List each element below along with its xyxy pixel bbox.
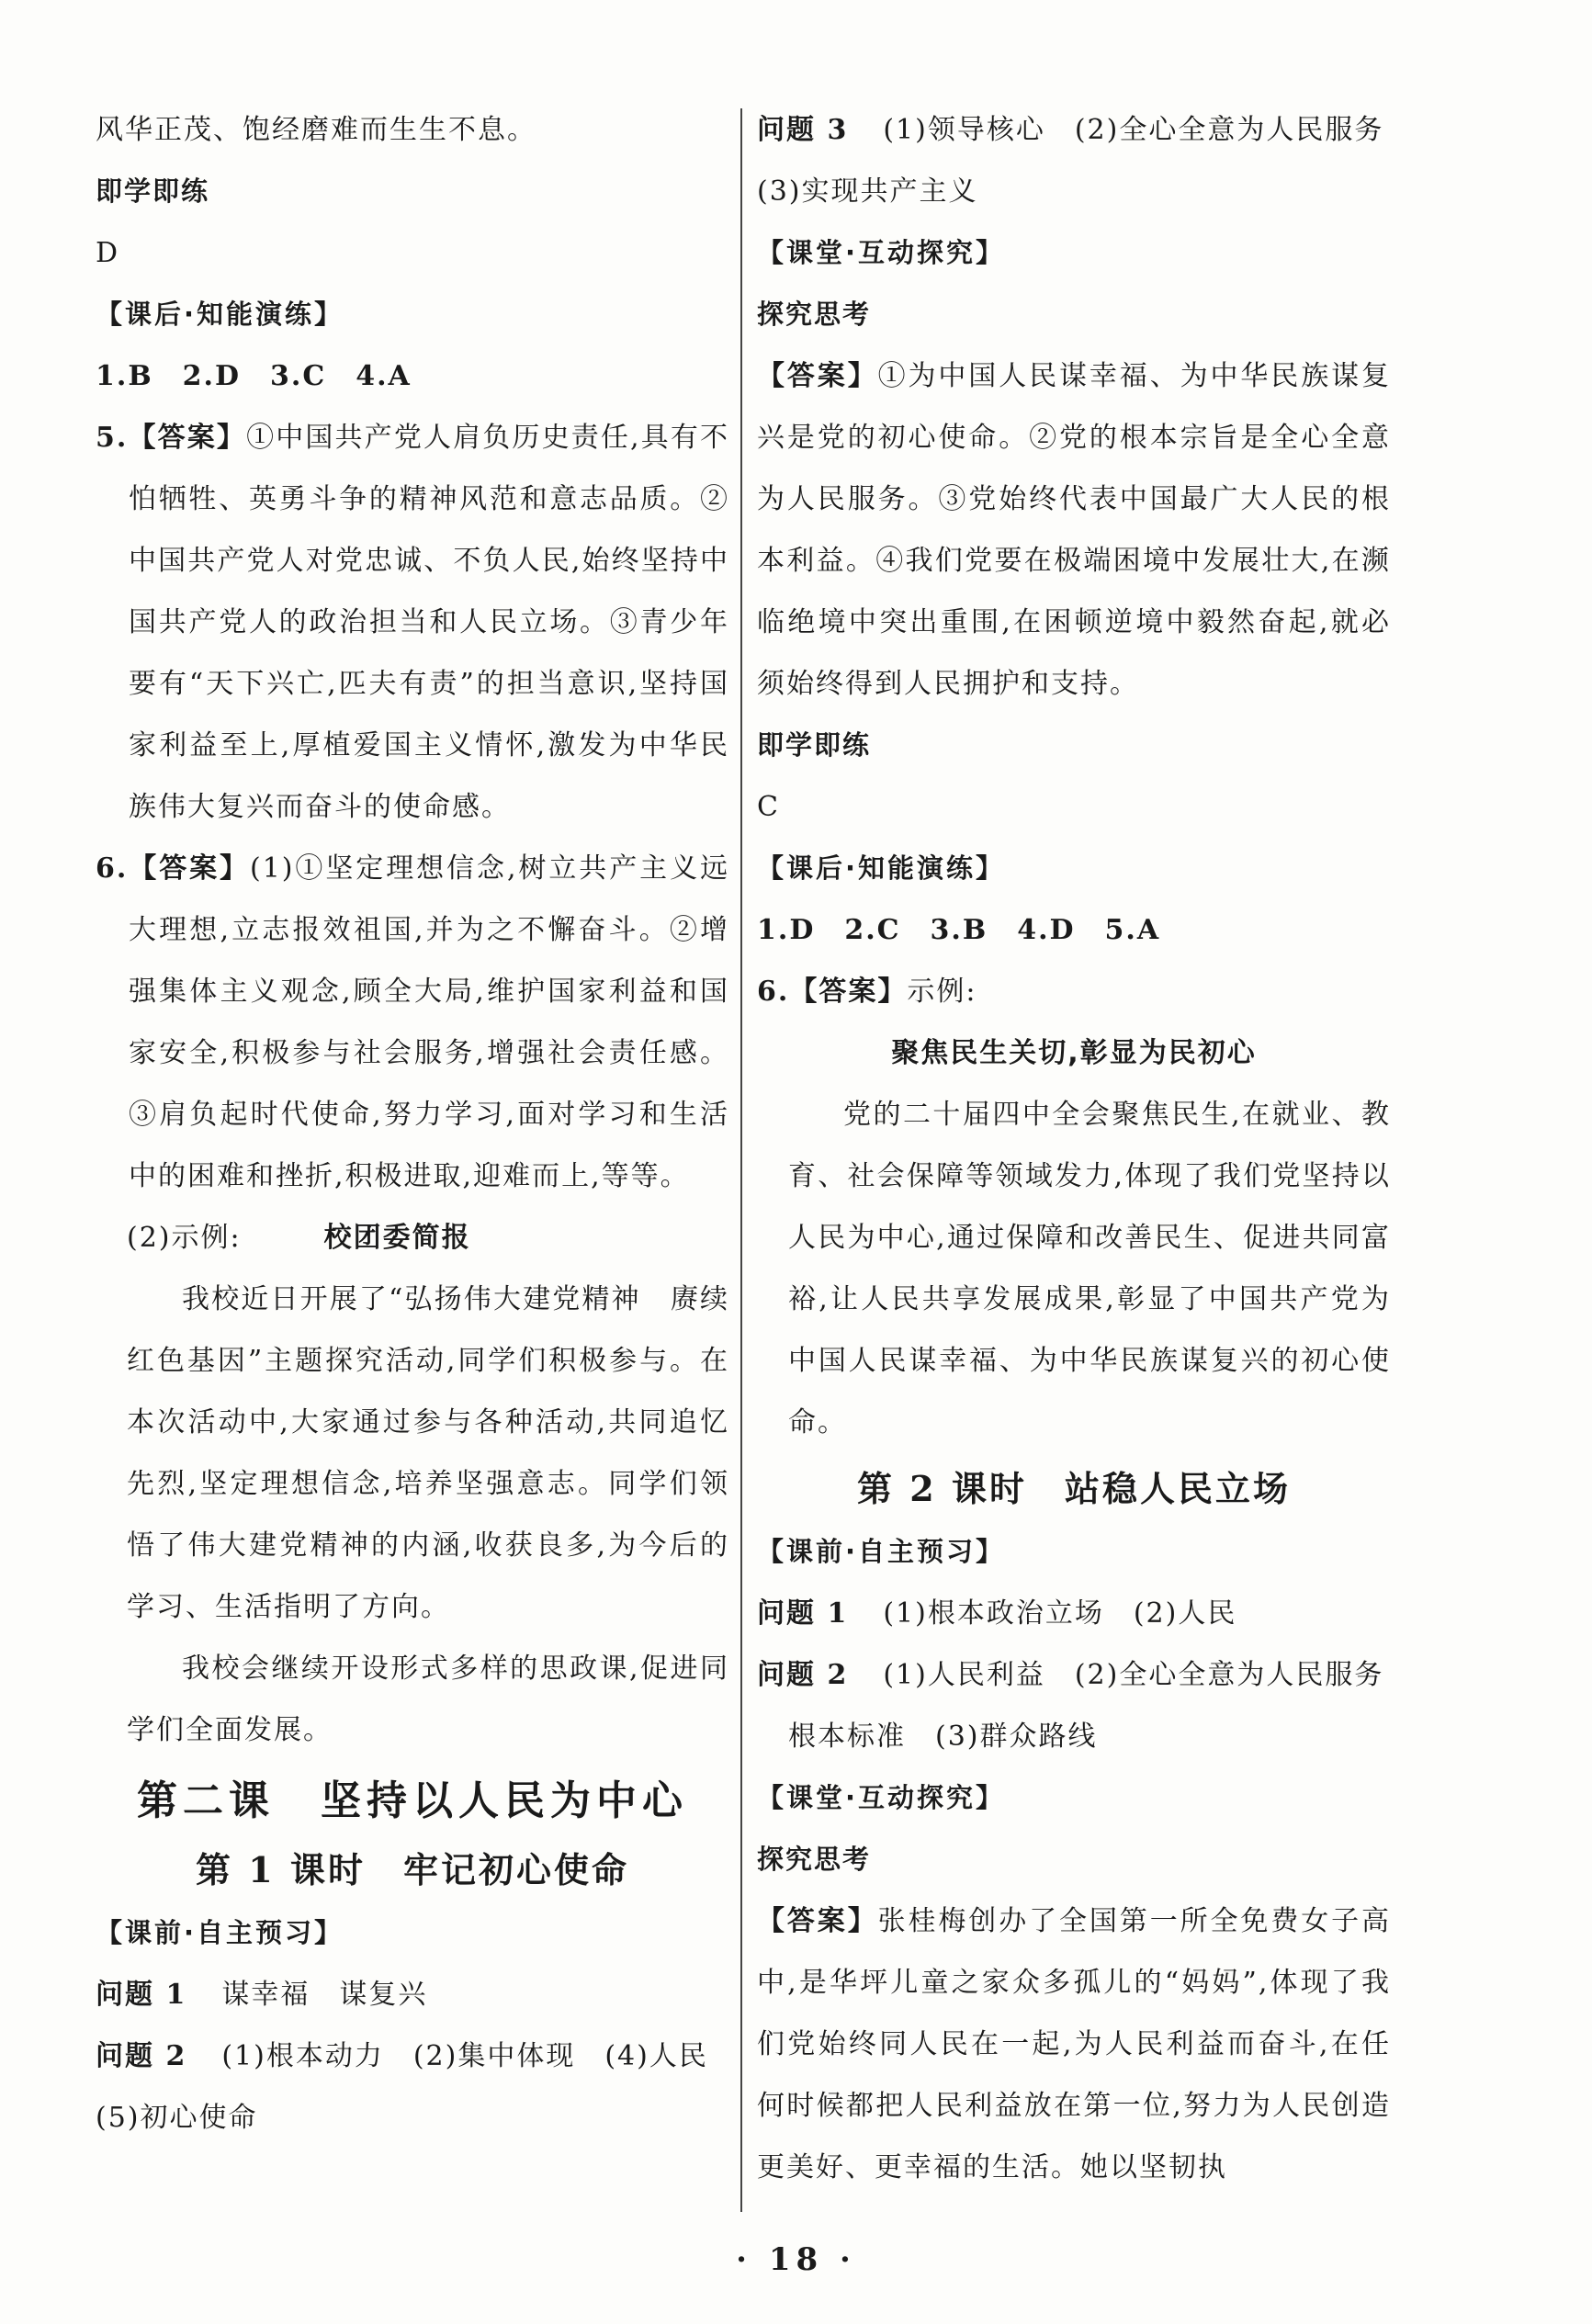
q1-text: 谋幸福 谋复兴 xyxy=(221,1979,428,2011)
q3-text: (1)领导核心 (2)全心全意为人民服务 xyxy=(883,114,1384,146)
q6-answer-lead xyxy=(757,961,1391,1022)
lesson-2-title: 第 2 课时 站稳人民立场 xyxy=(857,1468,1291,1509)
continued-text: 风华正茂、饱经磨难而生生不息。 xyxy=(96,114,536,146)
r1-text: (1)根本政治立场 (2)人民 xyxy=(883,1597,1237,1630)
section-kehou: 【课后·知能演练】 xyxy=(96,299,344,330)
tanjiu-text: ①为中国人民谋幸福、为中华民族谋复兴是党的初心使命。②党的根本宗旨是全心全意为人民服务。③党始终代表中国最广大人民的根本利益。④我们党要在极端困境中发展壮大,在濒临绝境中突出重围,在困顿逆境中毅然奋起,就必须始终得到人民拥护和支持。 xyxy=(757,360,1392,700)
r2-label: 问题 2 xyxy=(757,1659,849,1691)
section-keqian: 【课前·自主预习】 xyxy=(96,1917,344,1948)
q6-text: (1)①坚定理想信念,树立共产主义远大理想,立志报效祖国,并为之不懈奋斗。②增强集体主义观念,顾全大局,维护国家利益和国家安全,积极参与社会服务,增强社会责任感。③肩负起时代使命,努力学习,面对学习和生活中的困难和挫折,积极进取,迎难而上,等等。 xyxy=(129,852,730,1192)
essay-title: 聚焦民生关切,彰显为民初心 xyxy=(891,1037,1257,1069)
q5-answer xyxy=(96,407,729,838)
preview-r2 xyxy=(757,1644,1391,1706)
answer-tag: 【答案】 xyxy=(128,422,247,454)
mc-answers: 1.D 2.C 3.B 4.D 5.A xyxy=(757,914,1161,946)
mc-answers: 1.B 2.D 3.C 4.A xyxy=(96,360,412,392)
preview-q3-cont: (3)实现共产主义 xyxy=(757,175,978,208)
tanjiu-heading: 探究思考 xyxy=(757,299,872,330)
q2-text: (1)根本动力 (2)集中体现 (4)人民 xyxy=(221,2040,708,2072)
preview-r2-cont: 根本标准 (3)群众路线 xyxy=(788,1720,1098,1753)
chapter-title: 第二课 坚持以人民为中心 xyxy=(137,1777,688,1824)
preview-q3 xyxy=(757,99,1391,161)
q3-label: 问题 3 xyxy=(757,114,849,146)
preview-r1 xyxy=(757,1583,1391,1644)
section-keqian: 【课前·自主预习】 xyxy=(757,1536,1006,1567)
report-title: 校团委简报 xyxy=(323,1222,471,1254)
jixue-heading: 即学即练 xyxy=(757,729,872,761)
section-kehou: 【课后·知能演练】 xyxy=(757,852,1006,884)
tanjiu2-text: 张桂梅创办了全国第一所全免费女子高中,是华坪儿童之家众多孤儿的“妈妈”,体现了我们党始终同人民在一起,为人民利益而奋斗,在任何时候都把人民利益放在第一位,努力为人民创造更美好、更幸福的生活。她以坚韧执 xyxy=(757,1905,1392,2183)
r1-label: 问题 1 xyxy=(757,1597,849,1630)
section-ketang: 【课堂·互动探究】 xyxy=(757,1782,1006,1813)
q6-2-header xyxy=(96,1207,729,1269)
report-paragraph-2: 我校会继续开设形式多样的思政课,促进同学们全面发展。 xyxy=(127,1653,729,1746)
jixue-heading: 即学即练 xyxy=(96,175,210,207)
essay-text: 党的二十届四中全会聚焦民生,在就业、教育、社会保障等领域发力,体现了我们党坚持以人民为中心,通过保障和改善民生、促进共同富裕,让人民共享发展成果,彰显了中国共产党为中国人民谋幸福、为中华民族谋复兴的初心使命。 xyxy=(788,1099,1391,1438)
page-number: · 18 · xyxy=(736,2241,856,2278)
q5-number: 5. xyxy=(96,422,129,454)
answer-tag: 【答案】 xyxy=(757,360,878,392)
right-column xyxy=(757,99,1391,2198)
section-ketang: 【课堂·互动探究】 xyxy=(757,237,1006,268)
preview-q1 xyxy=(96,1964,729,2025)
preview-q2 xyxy=(96,2025,729,2087)
tanjiu-heading: 探究思考 xyxy=(757,1844,872,1875)
jixue-answer: C xyxy=(757,791,780,823)
preview-q2-cont: (5)初心使命 xyxy=(96,2102,258,2134)
tanjiu2-answer xyxy=(757,1890,1391,2198)
q6-number: 6. xyxy=(757,976,790,1008)
r2-text: (1)人民利益 (2)全心全意为人民服务 xyxy=(883,1659,1384,1691)
jixue-answer: D xyxy=(96,237,120,269)
answer-tag: 【答案】 xyxy=(789,976,908,1008)
q6-lead: 示例: xyxy=(907,976,977,1008)
q5-text: ①中国共产党人肩负历史责任,具有不怕牺牲、英勇斗争的精神风范和意志品质。②中国共产党人对党忠诚、不负人民,始终坚持中国共产党人的政治担当和人民立场。③青少年要有“天下兴亡,匹夫有责”的担当意识,坚持国家利益至上,厚植爱国主义情怀,激发为中华民族伟大复兴而奋斗的使命感。 xyxy=(129,422,729,823)
answer-tag: 【答案】 xyxy=(128,852,250,885)
q6-2-prefix: (2)示例: xyxy=(127,1222,242,1254)
answer-tag: 【答案】 xyxy=(757,1905,878,1937)
tanjiu-answer xyxy=(757,345,1391,715)
q6-answer xyxy=(96,838,729,1207)
report-paragraph-1: 我校近日开展了“弘扬伟大建党精神 赓续红色基因”主题探究活动,同学们积极参与。在本次活动中,大家通过参与各种活动,共同追忆先烈,坚定理想信念,培养坚强意志。同学们领悟了伟大建党精神的内涵,收获良多,为今后的学习、生活指明了方向。 xyxy=(127,1283,729,1623)
q6-number: 6. xyxy=(96,852,129,885)
q1-label: 问题 1 xyxy=(96,1979,187,2011)
lesson-1-title: 第 1 课时 牢记初心使命 xyxy=(196,1849,629,1890)
q2-label: 问题 2 xyxy=(96,2040,187,2072)
column-divider xyxy=(740,108,742,2212)
left-column xyxy=(96,99,729,2149)
